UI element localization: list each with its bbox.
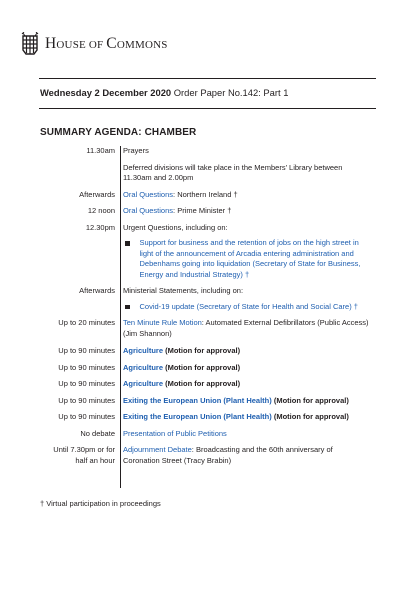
agenda-item-motion: (Motion for approval)	[163, 362, 241, 372]
agenda-item-link[interactable]: Agriculture	[123, 346, 164, 355]
agenda-description	[123, 223, 376, 234]
portcullis-icon	[20, 32, 40, 56]
bullet-square-icon	[125, 241, 130, 246]
agenda-description	[123, 302, 376, 313]
section-title: SUMMARY AGENDA: CHAMBER	[40, 127, 197, 138]
agenda-description	[123, 379, 376, 390]
agenda-row	[40, 318, 376, 339]
agenda-row	[40, 412, 376, 423]
agenda-row	[40, 379, 376, 390]
agenda-item-link[interactable]: Agriculture	[123, 379, 164, 388]
bullet-square-icon	[125, 305, 130, 310]
agenda-item-link[interactable]: Adjournment Debate	[123, 445, 192, 454]
house-of-commons-title: HOUSE OF COMMONS	[45, 35, 168, 52]
agenda-description	[123, 429, 376, 440]
agenda-time: No debate	[80, 428, 115, 438]
agenda-item-text: Urgent Questions, including on:	[123, 222, 228, 232]
agenda-description	[123, 146, 376, 157]
agenda-item-text: : Automated External Defibrillators (Public Access) (Jim Shannon)	[123, 318, 369, 338]
agenda-item-text: : Northern Ireland †	[173, 189, 238, 199]
agenda-bullet-link[interactable]: Covid-19 update (Secretary of State for Health and Social Care) †	[139, 301, 358, 311]
agenda-item-text: : Broadcasting and the 60th anniversary of Coronation Street (Tracy Brabin)	[123, 445, 333, 465]
agenda-row	[40, 286, 376, 297]
agenda-row	[40, 163, 376, 184]
agenda-description	[123, 206, 376, 217]
agenda-time: Afterwards	[79, 286, 115, 295]
agenda-item-text: Deferred divisions will take place in the Members’ Library between 11.30am and 2.00pm	[123, 162, 343, 182]
agenda-list	[40, 146, 376, 466]
agenda-time: Up to 90 minutes	[58, 412, 115, 421]
top-rule	[39, 78, 376, 79]
agenda-time: 12 noon	[87, 206, 115, 215]
agenda-item-motion: (Motion for approval)	[163, 379, 241, 388]
agenda-item-link[interactable]: Oral Questions	[123, 206, 174, 215]
agenda-time	[40, 163, 123, 184]
agenda-item-text: Ministerial Statements, including on:	[123, 286, 244, 295]
house-of-commons-header	[20, 30, 168, 58]
agenda-description	[123, 286, 376, 297]
agenda-description	[123, 346, 376, 357]
agenda-description	[123, 318, 376, 339]
agenda-item-link[interactable]: Exiting the European Union (Plant Health)	[123, 412, 272, 421]
agenda-item-text: Prayers	[123, 146, 149, 155]
agenda-time: Until 7.30pm or for half an hour	[53, 445, 115, 465]
agenda-row	[40, 190, 376, 201]
agenda-time	[40, 238, 123, 280]
agenda-item-link[interactable]: Ten Minute Rule Motion	[123, 318, 202, 327]
agenda-item-link[interactable]: Exiting the European Union (Plant Health)	[123, 395, 272, 405]
agenda-time: Up to 90 minutes	[58, 346, 115, 355]
agenda-description	[123, 163, 376, 184]
agenda-description	[123, 396, 376, 407]
agenda-item-link[interactable]: Agriculture	[123, 362, 164, 372]
agenda-row	[40, 363, 376, 374]
bottom-rule	[39, 108, 376, 109]
agenda-time: Afterwards	[79, 189, 115, 199]
agenda-item-motion: (Motion for approval)	[271, 395, 349, 405]
agenda-row	[40, 302, 376, 313]
agenda-item-link[interactable]: Oral Questions	[123, 189, 174, 199]
order-paper-heading: Wednesday 2 December 2020 Order Paper No.142: Part 1	[40, 87, 289, 98]
agenda-time: 12.30pm	[85, 222, 115, 232]
agenda-description	[123, 445, 376, 466]
agenda-description	[123, 412, 376, 423]
agenda-item-motion: (Motion for approval)	[163, 346, 241, 355]
agenda-item-link[interactable]: Presentation of Public Petitions	[123, 428, 227, 438]
agenda-description	[123, 190, 376, 201]
agenda-time: Up to 90 minutes	[58, 395, 115, 405]
agenda-time: Up to 20 minutes	[58, 318, 115, 327]
agenda-row	[40, 206, 376, 217]
agenda-row	[40, 396, 376, 407]
agenda-row	[40, 346, 376, 357]
agenda-description	[123, 238, 376, 280]
agenda-row	[40, 146, 376, 157]
agenda-description	[123, 363, 376, 374]
agenda-row	[40, 429, 376, 440]
agenda-row	[40, 238, 376, 280]
agenda-item-motion: (Motion for approval)	[271, 412, 349, 421]
agenda-bullet-link[interactable]: Support for business and the retention of jobs on the high street in light of the announcement of Arcadia entering administration and Debenhams going into liquidation (Secretary of State for Business, Energy and Industrial Strategy) †	[139, 238, 361, 279]
footnote: † Virtual participation in proceedings	[40, 499, 161, 508]
agenda-time	[40, 302, 123, 313]
agenda-time: Up to 90 minutes	[58, 362, 115, 372]
agenda-item-text: : Prime Minister †	[173, 206, 232, 215]
agenda-time: 11.30am	[86, 146, 115, 155]
agenda-row	[40, 445, 376, 466]
agenda-row	[40, 223, 376, 234]
agenda-time: Up to 90 minutes	[58, 379, 115, 388]
